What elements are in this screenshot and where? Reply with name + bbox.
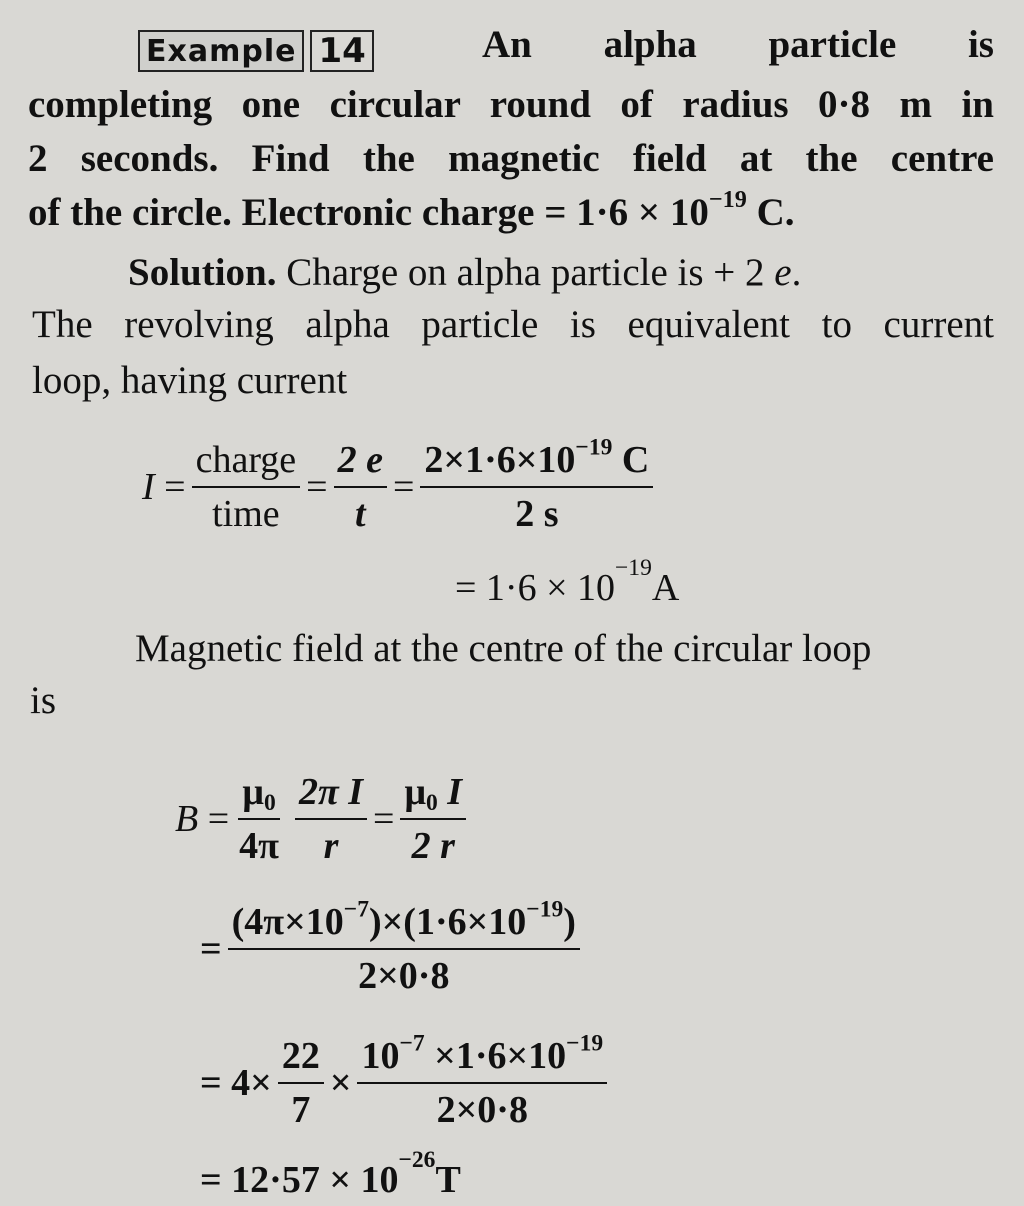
problem-line-1: An alpha particle is bbox=[482, 23, 994, 66]
numerator: 22 bbox=[278, 1034, 324, 1084]
numerator-text: )×(1·6×10 bbox=[369, 901, 527, 943]
exponent: −7 bbox=[399, 1030, 425, 1057]
example-label: Example bbox=[138, 30, 304, 72]
numerator-text: 10 bbox=[361, 1035, 400, 1077]
fraction bbox=[295, 770, 367, 868]
denominator: 4π bbox=[239, 825, 279, 867]
fraction bbox=[235, 770, 283, 868]
equation-field bbox=[175, 770, 472, 868]
fraction bbox=[420, 434, 653, 536]
result-text: = 1·6 × 10 bbox=[455, 567, 616, 609]
denominator: 2×0·8 bbox=[358, 955, 450, 997]
denominator: 2×0·8 bbox=[436, 1089, 528, 1131]
factor: 4× bbox=[231, 1062, 272, 1104]
numerator-text: ) bbox=[563, 901, 576, 943]
equals: = bbox=[392, 466, 415, 508]
numerator-text: 2×1·6×10 bbox=[424, 439, 576, 481]
numerator bbox=[420, 434, 653, 488]
solution-line-3: loop, having current bbox=[32, 359, 348, 402]
equals: = bbox=[164, 466, 186, 508]
numerator: 2π I bbox=[295, 770, 367, 820]
variable: e bbox=[774, 251, 792, 294]
unit: A bbox=[651, 567, 680, 609]
denominator: 2 s bbox=[515, 493, 559, 535]
fraction bbox=[400, 770, 466, 868]
exponent: −19 bbox=[566, 1030, 604, 1057]
equation-substitution bbox=[200, 896, 586, 998]
fraction bbox=[192, 438, 301, 536]
numerator bbox=[357, 1030, 607, 1084]
problem-text: of the circle. Electronic charge = 1·6 × 10 bbox=[28, 191, 709, 234]
current-symbol: I bbox=[437, 771, 463, 813]
denominator: r bbox=[323, 825, 339, 867]
equals: = bbox=[200, 928, 222, 970]
denominator: 2 r bbox=[411, 825, 455, 867]
magnetic-field-line: Magnetic field at the centre of the circular loop bbox=[135, 627, 872, 670]
example-number: 14 bbox=[310, 30, 373, 72]
is-line: is bbox=[30, 679, 57, 722]
lhs: B bbox=[175, 798, 199, 840]
equals: = bbox=[306, 466, 328, 508]
problem-line-2: completing one circular round of radius 0·8 m in bbox=[28, 83, 994, 126]
numerator bbox=[238, 770, 279, 820]
subscript: 0 bbox=[426, 789, 438, 816]
problem-text: C. bbox=[746, 191, 795, 234]
exponent: −19 bbox=[708, 185, 747, 213]
problem-line-4 bbox=[28, 185, 795, 236]
numerator: 2 e bbox=[334, 438, 387, 488]
exponent: −19 bbox=[526, 896, 564, 923]
denominator: 7 bbox=[291, 1089, 311, 1131]
result-text: = 12·57 × 10 bbox=[200, 1159, 399, 1201]
problem-line-3: 2 seconds. Find the magnetic field at the centre bbox=[28, 137, 994, 180]
solution-text: Charge on alpha particle is + 2 bbox=[276, 251, 775, 294]
solution-line-2: The revolving alpha particle is equivalent to current bbox=[32, 303, 994, 346]
solution-text: . bbox=[791, 251, 802, 294]
denominator: time bbox=[212, 493, 280, 535]
numerator bbox=[228, 896, 580, 950]
denominator: t bbox=[355, 493, 366, 535]
exponent: −26 bbox=[398, 1147, 436, 1173]
equals: = bbox=[207, 798, 230, 840]
equation-simplify bbox=[200, 1030, 613, 1132]
fraction bbox=[278, 1034, 324, 1132]
fraction bbox=[357, 1030, 607, 1132]
equals: = bbox=[200, 1062, 222, 1104]
example-heading bbox=[138, 30, 374, 72]
exponent: −19 bbox=[575, 434, 613, 461]
exponent: −19 bbox=[615, 555, 652, 581]
unit: C bbox=[621, 439, 650, 481]
fraction bbox=[334, 438, 387, 536]
numerator bbox=[400, 770, 466, 820]
times: × bbox=[329, 1062, 352, 1104]
exponent: −7 bbox=[343, 896, 369, 923]
equation-current-result bbox=[455, 555, 680, 610]
equation-final bbox=[200, 1147, 461, 1202]
lhs: I bbox=[142, 466, 155, 508]
numerator: charge bbox=[192, 438, 301, 488]
equation-current bbox=[142, 434, 659, 536]
solution-line-1 bbox=[128, 250, 801, 296]
subscript: 0 bbox=[263, 789, 276, 816]
equals: = bbox=[373, 798, 395, 840]
unit: T bbox=[435, 1159, 461, 1201]
mu: μ bbox=[242, 771, 264, 813]
fraction bbox=[228, 896, 580, 998]
mu: μ bbox=[404, 771, 427, 813]
numerator-text: ×1·6×10 bbox=[424, 1035, 567, 1077]
solution-label: Solution. bbox=[128, 251, 277, 294]
numerator-text: (4π×10 bbox=[231, 901, 344, 943]
